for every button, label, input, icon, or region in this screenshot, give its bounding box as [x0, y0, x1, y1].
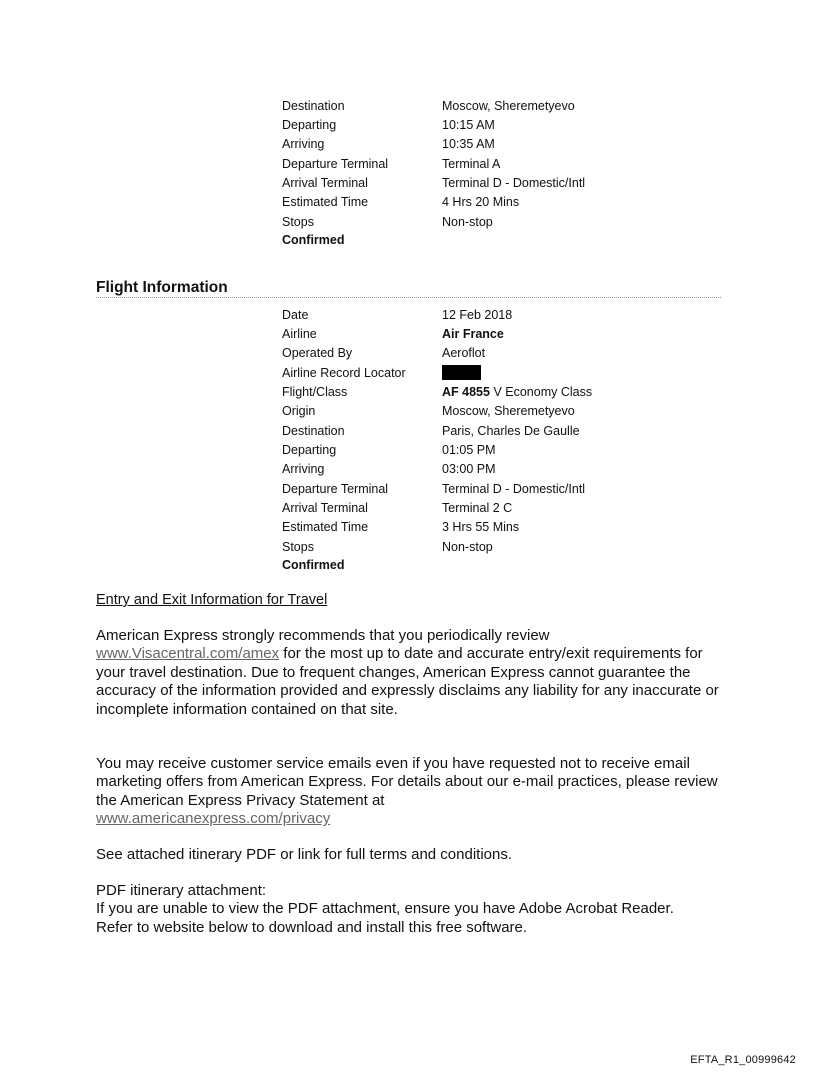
detail-label: Estimated Time [282, 520, 369, 535]
detail-label: Departure Terminal [282, 481, 389, 496]
detail-label: Airline [282, 327, 317, 342]
redacted-record-locator [442, 365, 481, 380]
pdf-line-3: Refer to website below to download and install this free software. [96, 918, 528, 936]
detail-value: 01:05 PM [442, 443, 496, 458]
pdf-paragraph [96, 882, 736, 937]
detail-row-origin [282, 402, 592, 421]
detail-label: Destination [282, 423, 345, 438]
confirmed-status: Confirmed [282, 233, 345, 248]
detail-row-estimated-time [282, 518, 592, 537]
entry-exit-title: Entry and Exit Information for Travel [96, 592, 328, 608]
section-title: Flight Information [96, 279, 228, 296]
detail-value: Moscow, Sheremetyevo [442, 404, 575, 419]
detail-value: Non-stop [442, 214, 493, 229]
detail-row-arriving [282, 460, 592, 479]
detail-value: Terminal A [442, 156, 501, 171]
document-id: EFTA_R1_00999642 [690, 1054, 796, 1066]
detail-row-destination [282, 421, 592, 440]
detail-row-date [282, 305, 592, 324]
detail-label: Stops [282, 539, 314, 554]
detail-label: Airline Record Locator [282, 365, 406, 380]
detail-value: 3 Hrs 55 Mins [442, 520, 520, 535]
detail-value: 12 Feb 2018 [442, 307, 513, 322]
confirmed-status: Confirmed [282, 558, 345, 573]
detail-label: Origin [282, 404, 316, 419]
detail-value: Terminal D - Domestic/Intl [442, 176, 586, 191]
detail-label: Stops [282, 214, 314, 229]
detail-row-departing [282, 115, 585, 134]
detail-label: Departure Terminal [282, 156, 389, 171]
detail-value: 03:00 PM [442, 462, 496, 477]
detail-label: Arrival Terminal [282, 176, 368, 191]
detail-value: Non-stop [442, 539, 493, 554]
entry-exit-paragraph [96, 627, 736, 719]
entry-exit-text-lead: American Express strongly recommends that you periodically review [96, 627, 550, 644]
detail-value: 4 Hrs 20 Mins [442, 195, 520, 210]
pdf-line-1: PDF itinerary attachment: [96, 882, 267, 899]
detail-label: Estimated Time [282, 195, 369, 210]
detail-row-operated-by [282, 344, 592, 363]
detail-label: Operated By [282, 346, 353, 361]
detail-value: 10:35 AM [442, 137, 495, 152]
airline-name: Air France [442, 327, 504, 342]
privacy-paragraph [96, 755, 736, 829]
detail-row-airline [282, 324, 592, 343]
detail-row-arrival-terminal [282, 498, 592, 517]
detail-row-arriving [282, 135, 585, 154]
privacy-text: You may receive customer service emails even if you have requested not to receive email marketing offers from American Express. For details about our e-mail practices, please review the American Express Privacy Statement at [96, 755, 718, 809]
detail-label: Departing [282, 118, 337, 133]
detail-value [442, 365, 481, 380]
visacentral-link[interactable]: www.Visacentral.com/amex [96, 645, 280, 663]
detail-row-stops [282, 537, 592, 556]
detail-row-departure-terminal [282, 479, 592, 498]
first-flight-details [282, 96, 585, 251]
fare-class: V Economy Class [493, 385, 593, 400]
detail-label: Flight/Class [282, 385, 348, 400]
detail-row-estimated-time [282, 193, 585, 212]
detail-row-departure-terminal [282, 154, 585, 173]
detail-label: Date [282, 307, 309, 322]
detail-value [442, 385, 592, 399]
pdf-line-2: If you are unable to view the PDF attachment, ensure you have Adobe Acrobat Reader. [96, 900, 674, 918]
detail-value: Moscow, Sheremetyevo [442, 98, 575, 113]
detail-value: 10:15 AM [442, 118, 495, 133]
detail-label: Arriving [282, 462, 325, 477]
detail-value: Paris, Charles De Gaulle [442, 423, 580, 438]
detail-row-record-locator [282, 363, 592, 382]
detail-label: Arrival Terminal [282, 501, 368, 516]
detail-value: Terminal D - Domestic/Intl [442, 481, 586, 496]
detail-value: Terminal 2 C [442, 501, 513, 516]
detail-row-stops [282, 212, 585, 231]
flight-number: AF 4855 [442, 385, 490, 400]
terms-paragraph: See attached itinerary PDF or link for full terms and conditions. [96, 846, 513, 863]
detail-row-arrival-terminal [282, 173, 585, 192]
detail-value: Aeroflot [442, 346, 486, 361]
detail-label: Destination [282, 98, 345, 113]
flight-information-details [282, 305, 592, 576]
detail-label: Arriving [282, 137, 325, 152]
flight-information-header [96, 278, 721, 298]
privacy-link[interactable]: www.americanexpress.com/privacy [96, 810, 331, 828]
entry-exit-text-rest: for the most up to date and accurate entry/exit requirements for your travel destination. Due to frequent changes, American Express cannot guarantee the accuracy of the information provided and expressly disclaims any liability for any inaccurate or incomplete information contained on that site. [96, 645, 719, 718]
detail-row-departing [282, 440, 592, 459]
detail-label: Departing [282, 443, 337, 458]
detail-row-destination [282, 96, 585, 115]
detail-row-flight-class [282, 382, 592, 401]
